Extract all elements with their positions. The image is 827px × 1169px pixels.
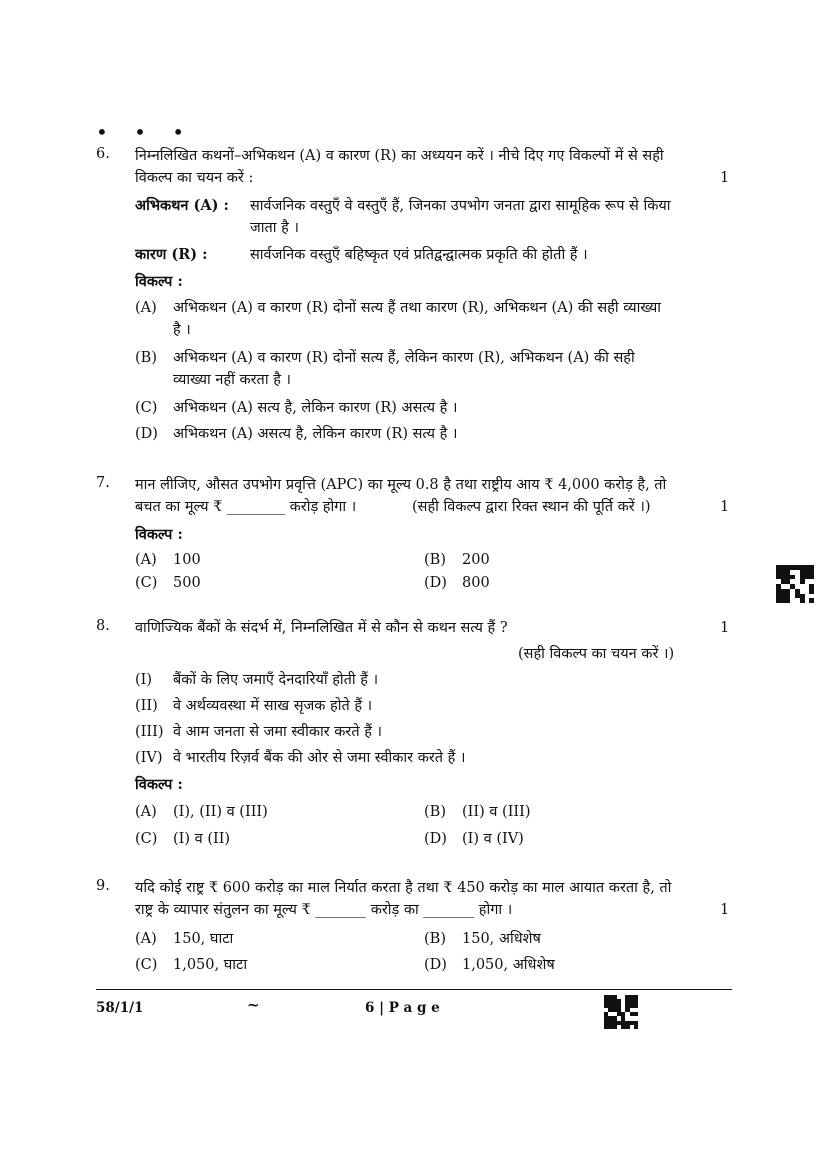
question-number: 6.	[96, 146, 110, 162]
options-label: विकल्प :	[135, 776, 183, 793]
option-key: (D)	[135, 426, 158, 442]
reason-text: सार्वजनिक वस्तुएँ बहिष्कृत एवं प्रतिद्वन्द्वात्मक प्रकृति की होती हैं ।	[250, 247, 588, 263]
option-key: (B)	[424, 804, 446, 820]
option-text: 100	[173, 552, 201, 568]
marks-label: 1	[720, 170, 730, 186]
marks-label: 1	[720, 499, 730, 515]
statement-text: बैंकों के लिए जमाएँ देनदारियाँ होती हैं ।	[173, 672, 379, 688]
option-text: अभिकथन (A) व कारण (R) दोनों सत्य हैं, लेकिन कारण (R), अभिकथन (A) की सही	[173, 350, 635, 366]
option-text: व्याख्या नहीं करता है ।	[173, 372, 291, 388]
statement-key: (II)	[135, 698, 158, 714]
reason-label: कारण (R) :	[135, 246, 208, 263]
option-key: (A)	[135, 931, 157, 947]
question-stem: बचत का मूल्य ₹ ________ करोड़ होगा ।	[135, 499, 357, 515]
option-text: अभिकथन (A) सत्य है, लेकिन कारण (R) असत्य है ।	[173, 400, 458, 416]
option-key: (A)	[135, 552, 157, 568]
option-key: (A)	[135, 300, 157, 316]
options-label: विकल्प :	[135, 273, 183, 290]
option-text: (I), (II) व (III)	[173, 804, 268, 820]
option-text: 800	[462, 575, 490, 591]
page-continuation-dots: • • •	[96, 120, 195, 144]
option-key: (D)	[424, 831, 447, 847]
option-key: (C)	[135, 957, 158, 973]
option-key: (A)	[135, 804, 157, 820]
option-key: (C)	[135, 400, 158, 416]
option-text: (I) व (II)	[173, 831, 231, 847]
option-key: (B)	[135, 350, 157, 366]
footer-page-number: 6 | P a g e	[365, 1000, 440, 1016]
option-key: (C)	[135, 575, 158, 591]
option-key: (D)	[424, 957, 447, 973]
question-stem: राष्ट्र के व्यापार संतुलन का मूल्य ₹ _______ करोड़ का _______ होगा ।	[135, 902, 513, 918]
question-stem: यदि कोई राष्ट्र ₹ 600 करोड़ का माल निर्यात करता है तथा ₹ 450 करोड़ का माल आयात करता है, तो	[135, 880, 672, 896]
question-instruction: (सही विकल्प का चयन करें ।)	[518, 646, 675, 662]
option-text: 200	[462, 552, 490, 568]
option-text: 150, घाटा	[173, 931, 234, 947]
option-text: 500	[173, 575, 201, 591]
assertion-text: सार्वजनिक वस्तुएँ वे वस्तुएँ हैं, जिनका उपभोग जनता द्वारा सामूहिक रूप से किया	[250, 198, 671, 214]
qr-module	[634, 1025, 638, 1029]
option-key: (B)	[424, 552, 446, 568]
marks-label: 1	[720, 620, 730, 636]
option-text: अभिकथन (A) असत्य है, लेकिन कारण (R) सत्य है ।	[173, 426, 458, 442]
statement-key: (III)	[135, 724, 164, 740]
marks-label: 1	[720, 902, 730, 918]
option-text: अभिकथन (A) व कारण (R) दोनों सत्य हैं तथा कारण (R), अभिकथन (A) की सही व्याख्या	[173, 300, 661, 316]
option-key: (D)	[424, 575, 447, 591]
question-stem: निम्नलिखित कथनों–अभिकथन (A) व कारण (R) का अध्ययन करें । नीचे दिए गए विकल्पों में से सही	[135, 148, 664, 164]
footer-tilde: ~	[247, 996, 260, 1014]
assertion-label: अभिकथन (A) :	[135, 197, 229, 214]
option-key: (C)	[135, 831, 158, 847]
question-number: 7.	[96, 475, 110, 491]
option-key: (B)	[424, 931, 446, 947]
statement-key: (I)	[135, 672, 153, 688]
statement-text: वे आम जनता से जमा स्वीकार करते हैं ।	[173, 724, 383, 740]
footer-paper-code: 58/1/1	[96, 1000, 144, 1016]
option-text: 1,050, अधिशेष	[462, 957, 555, 973]
assertion-text: जाता है ।	[250, 220, 299, 236]
option-text: है ।	[173, 322, 191, 338]
question-number: 8.	[96, 618, 110, 634]
question-number: 9.	[96, 878, 110, 894]
option-text: (II) व (III)	[462, 804, 531, 820]
option-text: 1,050, घाटा	[173, 957, 248, 973]
option-text: 150, अधिशेष	[462, 931, 541, 947]
option-text: (I) व (IV)	[462, 831, 524, 847]
statement-text: वे भारतीय रिज़र्व बैंक की ओर से जमा स्वीकार करते हैं ।	[173, 750, 466, 766]
question-stem: वाणिज्यिक बैंकों के संदर्भ में, निम्नलिखित में से कौन से कथन सत्य हैं ?	[135, 620, 508, 636]
qr-code-footer	[604, 995, 638, 1029]
question-stem: मान लीजिए, औसत उपभोग प्रवृत्ति (APC) का मूल्य 0.8 है तथा राष्ट्रीय आय ₹ 4,000 करोड़ है, तो	[135, 477, 667, 493]
options-label: विकल्प :	[135, 526, 183, 543]
statement-key: (IV)	[135, 750, 163, 766]
statement-text: वे अर्थव्यवस्था में साख सृजक होते हैं ।	[173, 698, 373, 714]
question-instruction: (सही विकल्प द्वारा रिक्त स्थान की पूर्ति करें ।)	[412, 499, 651, 515]
qr-code-side	[776, 565, 814, 603]
qr-module	[809, 598, 814, 603]
footer-divider	[96, 989, 732, 990]
question-stem: विकल्प का चयन करें :	[135, 170, 254, 186]
